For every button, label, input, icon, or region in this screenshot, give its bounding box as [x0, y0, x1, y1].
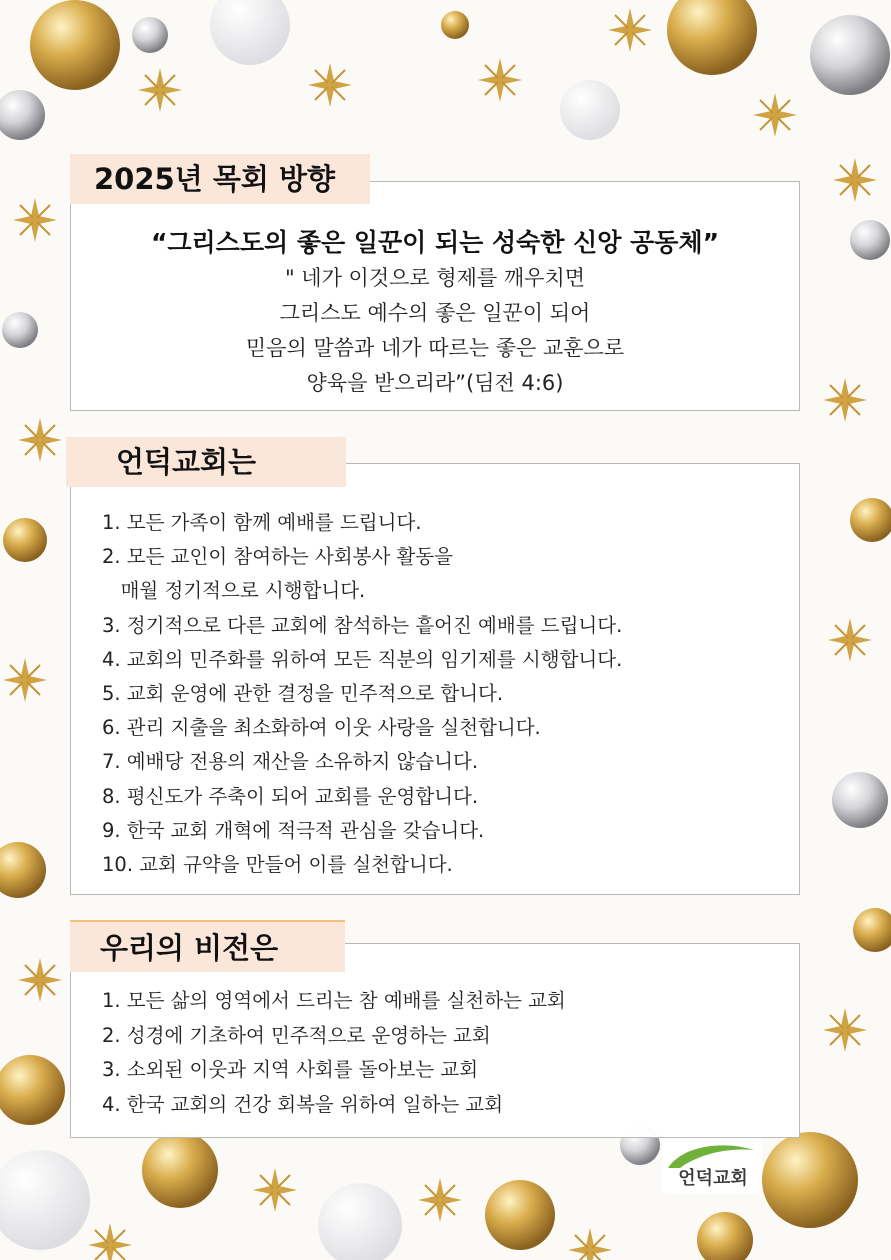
verse-line: 그리스도 예수의 좋은 일꾼이 되어: [279, 301, 591, 325]
logo-text: 언덕교회: [678, 1168, 748, 1189]
list-item: 6. 관리 지출을 최소화하여 이웃 사랑을 실천합니다.: [102, 716, 541, 740]
list-item: 5. 교회 운영에 관한 결정을 민주적으로 합니다.: [102, 682, 504, 706]
list-item: 4. 한국 교회의 건강 회복을 위하여 일하는 교회: [102, 1092, 504, 1116]
list-item: 1. 모든 가족이 함께 예배를 드립니다.: [102, 511, 422, 534]
list-item: 2. 성경에 기초하여 민주적으로 운영하는 교회: [102, 1023, 491, 1047]
list-item: 3. 소외된 이웃과 지역 사회를 돌아보는 교회: [102, 1058, 479, 1081]
verse-line: 믿음의 말씀과 네가 따르는 좋은 교훈으로: [245, 336, 625, 360]
church-logo: [662, 1138, 762, 1194]
verse-line: 양육을 받으리라”(딤전 4:6): [306, 371, 564, 395]
list-item: 8. 평신도가 주축이 되어 교회를 운영합니다.: [102, 784, 479, 808]
section1-title: 2025년 목회 방향: [70, 154, 370, 204]
section2-title: 언덕교회는: [66, 437, 346, 487]
motto: “그리스도의 좋은 일꾼이 되는 성숙한 신앙 공동체”: [150, 228, 720, 257]
list-item: 7. 예배당 전용의 재산을 소유하지 않습니다.: [102, 750, 479, 774]
list-item: 2. 모든 교인이 참여하는 사회봉사 활동을: [102, 545, 453, 569]
list-item: 10. 교회 규약을 만들어 이를 실천합니다.: [102, 853, 453, 877]
list-item: 매월 정기적으로 시행합니다.: [102, 579, 366, 603]
vision-list: [102, 984, 566, 1122]
verse-line: " 네가 이것으로 형제를 깨우치면: [284, 266, 586, 290]
list-item: 3. 정기적으로 다른 교회에 참석하는 흩어진 예배를 드립니다.: [102, 613, 623, 637]
list-item: 9. 한국 교회 개혁에 적극적 관심을 갖습니다.: [102, 818, 485, 842]
section3-title: 우리의 비전은: [70, 920, 345, 972]
church-principles-list: [102, 506, 622, 882]
list-item: 4. 교회의 민주화를 위하여 모든 직분의 임기제를 시행합니다.: [102, 647, 623, 671]
section1-content: [70, 225, 800, 401]
list-item: 1. 모든 삶의 영역에서 드리는 참 예배를 실천하는 교회: [102, 989, 566, 1012]
